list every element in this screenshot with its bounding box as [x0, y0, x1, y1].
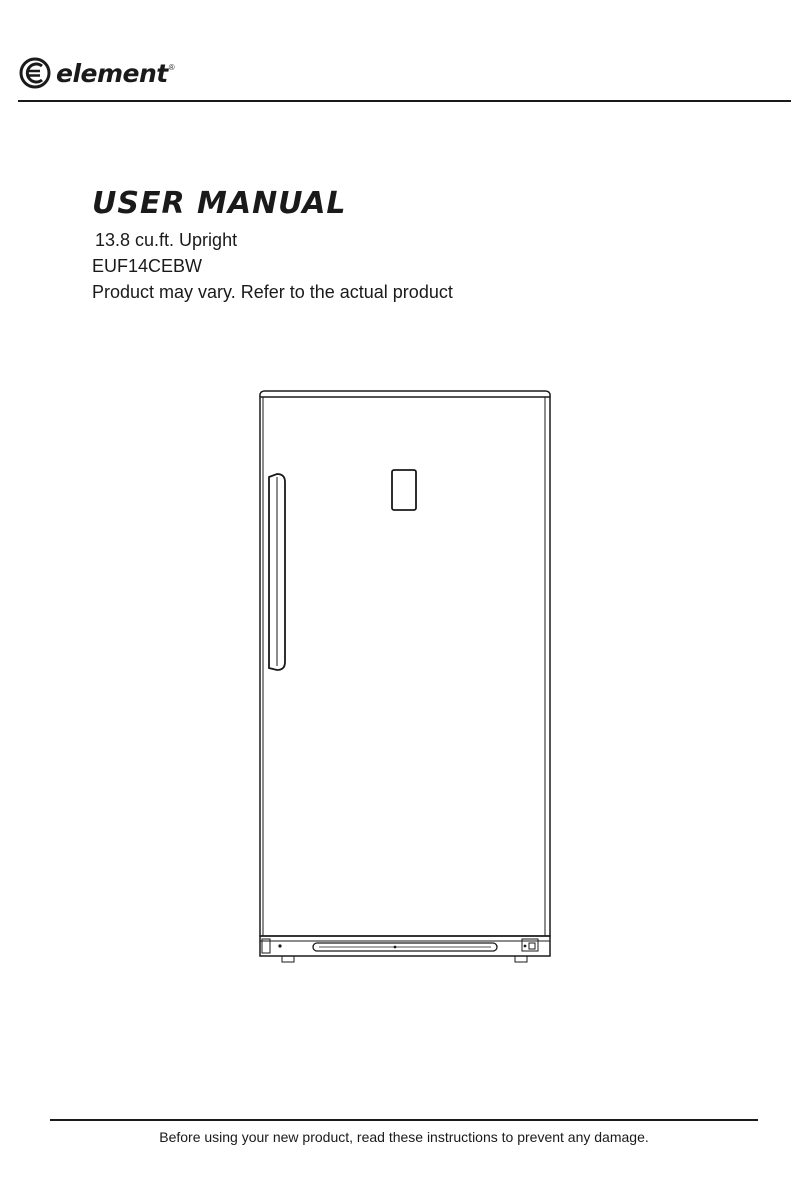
element-logo-icon: [18, 56, 52, 90]
brand-logo: [18, 52, 175, 94]
registered-mark: ®: [168, 62, 175, 72]
left-foot: [282, 956, 294, 962]
model-number: EUF14CEBW: [92, 256, 203, 276]
manual-title: USER MANUAL: [92, 186, 347, 221]
control-panel: [392, 470, 416, 510]
disclaimer-line: Product may vary. Refer to the actual product: [92, 282, 453, 302]
capacity-line: 13.8 cu.ft. Upright: [95, 230, 238, 250]
header-rule: [18, 100, 791, 102]
footer-notice: Before using your new product, read these instructions to prevent any damage.: [159, 1129, 649, 1145]
base-kick-plate: [260, 936, 550, 956]
right-foot: [515, 956, 527, 962]
freezer-cabinet: [260, 397, 550, 936]
freezer-top-lip: [260, 391, 550, 397]
brand-name: element: [56, 58, 168, 88]
footer-rule: [50, 1119, 758, 1121]
upright-freezer-illustration: [255, 390, 555, 970]
